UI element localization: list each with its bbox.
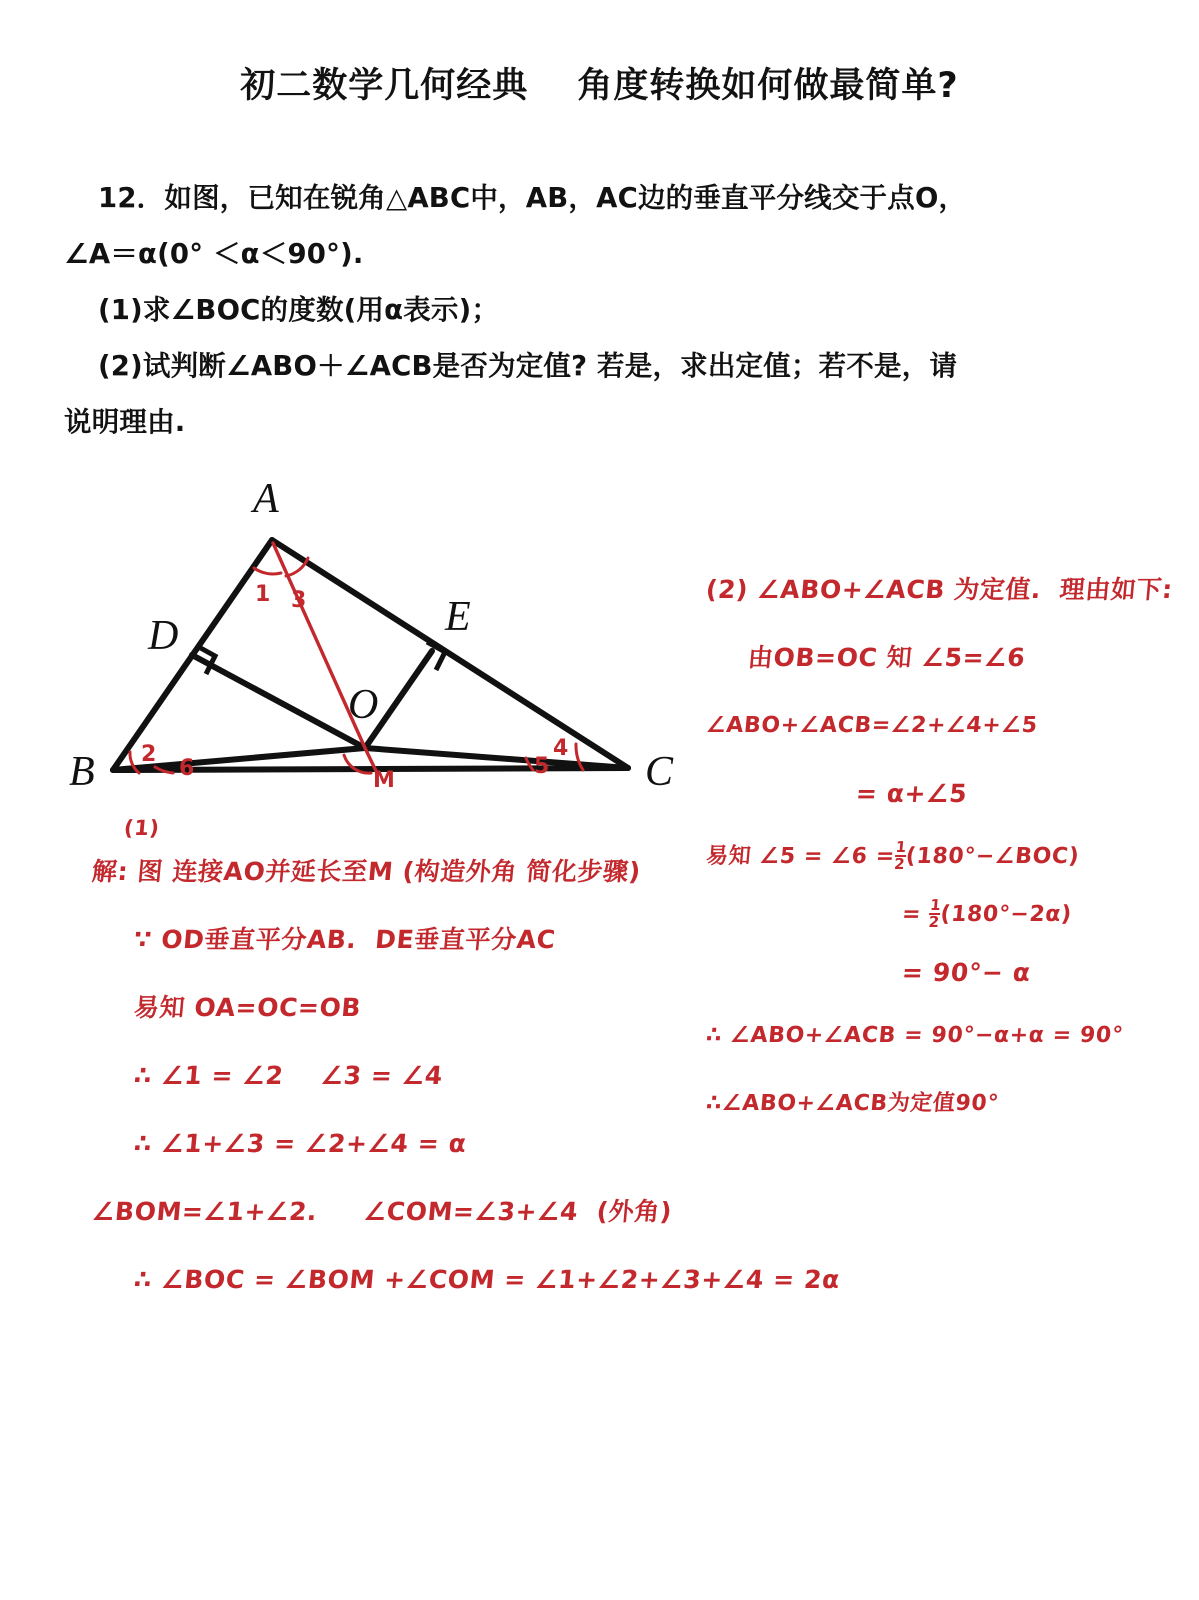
work-right-line-8: ∴ ∠ABO+∠ACB = 90°−α+α = 90° <box>704 1023 1125 1048</box>
angle-label-3: 3 <box>291 588 307 613</box>
problem-line-4: (2)试判断∠ABO＋∠ACB是否为定值? 若是，求出定值；若不是，请 <box>98 350 958 382</box>
angle-label-4: 4 <box>553 736 569 761</box>
segment-DO <box>192 655 365 748</box>
work-left-line-2: ∵ OD垂直平分AB. DE垂直平分AC <box>132 925 557 954</box>
handwritten-solution-part2 <box>706 556 1186 1138</box>
vertex-label-E: E <box>445 594 471 640</box>
work-left-line-4: ∴ ∠1 = ∠2 ∠3 = ∠4 <box>132 1061 445 1090</box>
segment-OC <box>365 748 628 768</box>
problem-line-2: ∠A＝α(0° ＜α＜90°). <box>64 238 364 270</box>
angle-arc-1 <box>254 568 281 574</box>
work-left-line-6: ∠BOM=∠1+∠2. ∠COM=∠3+∠4 (外角) <box>90 1197 674 1226</box>
fraction-one-half-a: $\frac{1}{2}$ <box>893 838 908 873</box>
angle-label-6: 6 <box>179 756 195 781</box>
angle-label-2: 2 <box>141 742 157 767</box>
vertex-label-A: A <box>253 476 279 522</box>
angle-label-1: 1 <box>255 582 271 607</box>
work-right-line-9: ∴∠ABO+∠ACB为定值90° <box>704 1091 1000 1116</box>
work-left-line-7: ∴ ∠BOC = ∠BOM +∠COM = ∠1+∠2+∠3+∠4 = 2α <box>132 1265 842 1294</box>
work-right-line-5 <box>703 828 1188 886</box>
work-right-line-6-tail: (180°−2α) <box>939 902 1073 927</box>
vertex-label-C: C <box>645 749 674 795</box>
work-right-line-1: (2) ∠ABO+∠ACB 为定值. 理由如下: <box>704 575 1175 604</box>
vertex-label-D: D <box>148 613 179 659</box>
vertex-label-M: M <box>373 768 395 793</box>
vertex-label-B: B <box>69 749 95 795</box>
work-left-line-3: 易知 OA=OC=OB <box>132 993 363 1022</box>
work-right-line-4: = α+∠5 <box>854 779 969 808</box>
work-left-line-5: ∴ ∠1+∠3 = ∠2+∠4 = α <box>132 1129 468 1158</box>
geometry-figure <box>55 455 695 825</box>
work-right-line-5-lead: 易知 ∠5 = ∠6 = <box>704 844 896 869</box>
work-right-line-3: ∠ABO+∠ACB=∠2+∠4+∠5 <box>704 713 1039 738</box>
segment-AC <box>272 540 628 768</box>
work-right-line-7: = 90°− α <box>900 958 1032 987</box>
work-right-line-2: 由OB=OC 知 ∠5=∠6 <box>746 643 1027 672</box>
page-title: 初二数学几何经典 角度转换如何做最简单? <box>240 66 959 106</box>
work-right-line-6 <box>703 886 1188 944</box>
problem-line-5: 说明理由. <box>64 406 186 438</box>
fraction-one-half-b: $\frac{1}{2}$ <box>927 896 943 931</box>
problem-line-1: 12．如图，已知在锐角△ABC中，AB，AC边的垂直平分线交于点O， <box>98 182 967 214</box>
equals-sign-a: = <box>900 902 923 927</box>
work-left-line-1: 解: 图 连接AO并延长至M (构造外角 简化步骤) <box>90 857 643 886</box>
work-right-line-5-tail: (180°−∠BOC) <box>904 844 1081 869</box>
vertex-label-O: O <box>348 682 379 728</box>
problem-statement <box>64 170 1144 450</box>
angle-label-5: 5 <box>534 754 550 779</box>
part1-tag: (1) <box>122 816 161 840</box>
problem-line-3: (1)求∠BOC的度数(用α表示)； <box>98 294 500 326</box>
